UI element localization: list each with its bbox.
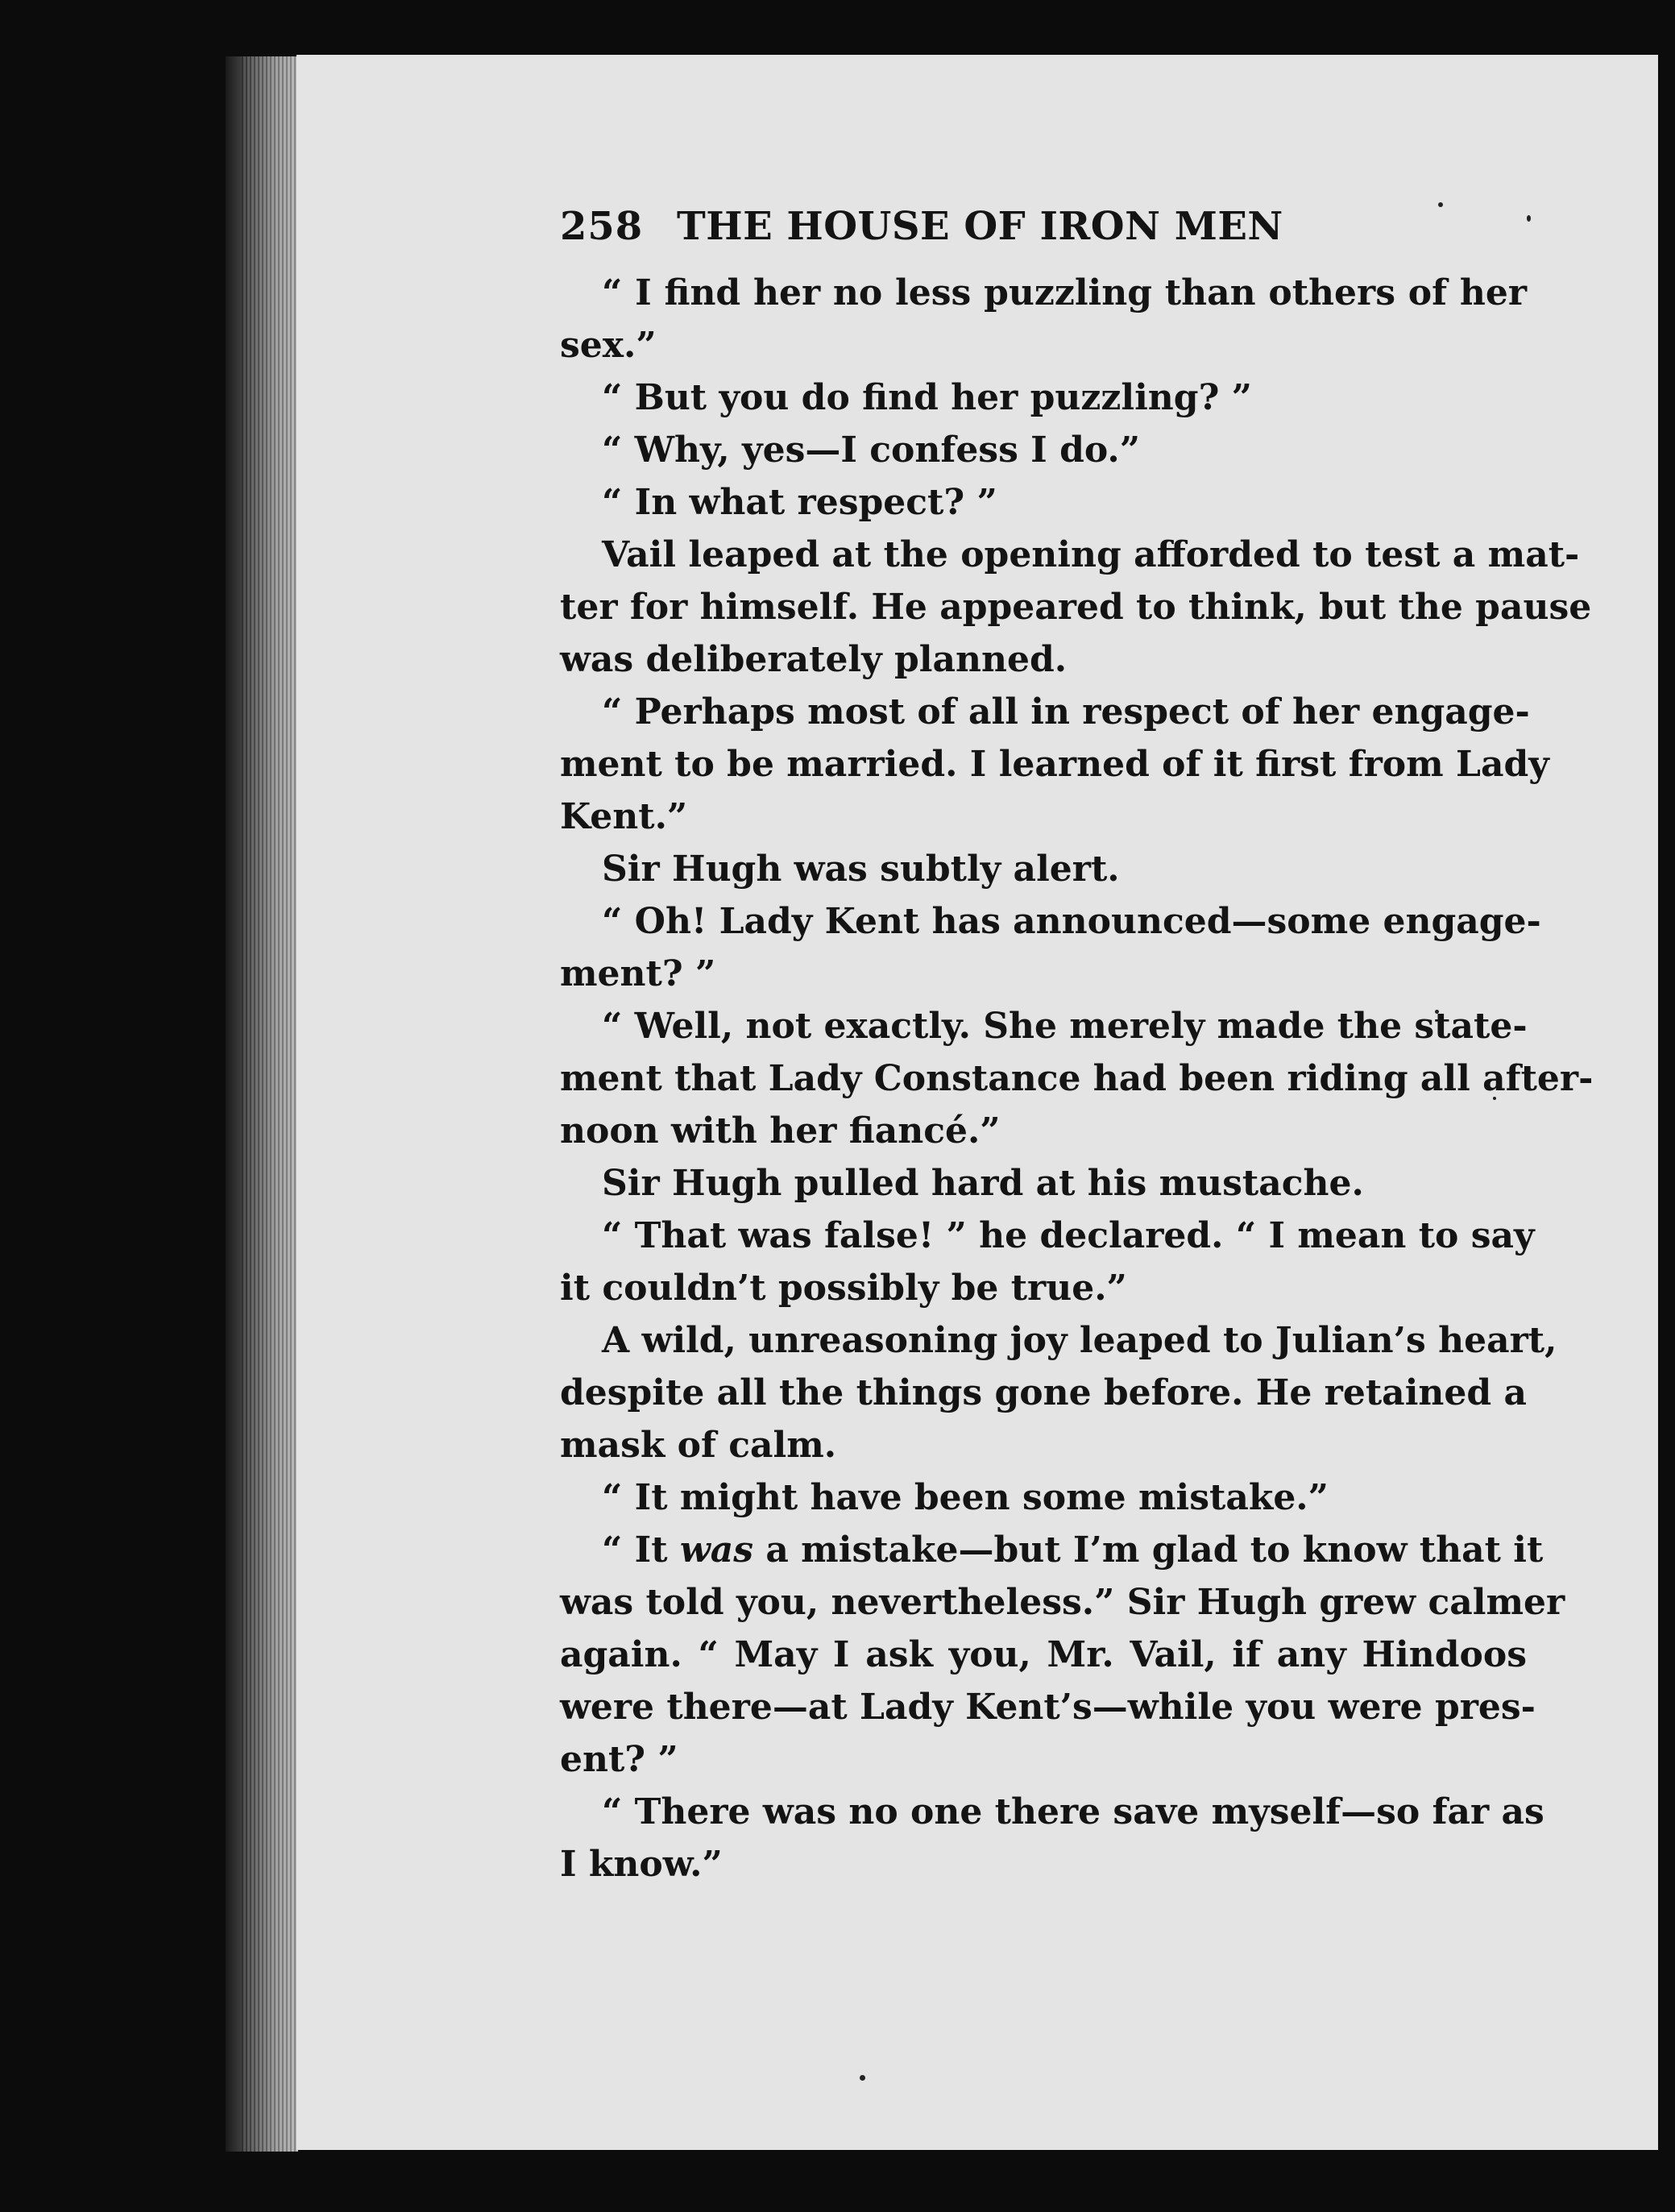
text-line (560, 1524, 1544, 1576)
text-line: “ I find her no less puzzling than others of her (602, 272, 1527, 313)
text-line: Kent.” (560, 796, 688, 837)
text-line: ent? ” (560, 1739, 678, 1780)
italic-emphasis: was (679, 1529, 754, 1571)
text-line: was told you, nevertheless.” Sir Hugh grew calmer (560, 1582, 1565, 1623)
running-title: THE HOUSE OF IRON MEN (677, 204, 1283, 249)
running-header (560, 204, 1527, 267)
text-line: Vail leaped at the opening afforded to test a mat- (602, 534, 1580, 575)
text-segment: “ It (602, 1529, 680, 1571)
page-number: 258 (560, 204, 644, 249)
text-segment: a mistake—but I’m glad to know that it (753, 1529, 1544, 1571)
text-line: I know.” (560, 1844, 723, 1885)
text-line: ment to be married. I learned of it first from Lady (560, 744, 1549, 785)
text-line: were there—at Lady Kent’s—while you were pres- (560, 1687, 1536, 1728)
text-line: “ That was false! ” he declared. “ I mean to say (602, 1215, 1535, 1256)
text-line: despite all the things gone before. He retained a (560, 1372, 1527, 1413)
book-page (296, 55, 1658, 2150)
text-line: noon with her fiancé.” (560, 1110, 1001, 1152)
text-line: again. “ May I ask you, Mr. Vail, if any Hindoos (560, 1634, 1527, 1675)
text-line: “ In what respect? ” (602, 482, 997, 523)
text-line: Sir Hugh pulled hard at his mustache. (602, 1163, 1364, 1204)
ink-speck (1527, 215, 1531, 222)
page-body (560, 204, 1594, 1890)
text-line: “ But you do find her puzzling? ” (602, 377, 1252, 418)
text-line: “ Oh! Lady Kent has announced—some engage- (602, 901, 1541, 942)
text-line: Sir Hugh was subtly alert. (602, 849, 1120, 890)
text-line: “ There was no one there save myself—so far as (602, 1791, 1544, 1832)
text-line: ter for himself. He appeared to think, but the pause (560, 587, 1592, 628)
text-line: “ Why, yes—I confess I do.” (602, 430, 1141, 471)
text-line: “ Well, not exactly. She merely made the state- (602, 1006, 1528, 1047)
text-line: A wild, unreasoning joy leaped to Julian’s heart, (602, 1320, 1557, 1361)
text-line: ment? ” (560, 953, 716, 994)
text-line: “ Perhaps most of all in respect of her engage- (602, 691, 1530, 732)
text-line: mask of calm. (560, 1425, 837, 1466)
ink-speck (860, 2075, 865, 2081)
text-line: was deliberately planned. (560, 639, 1068, 680)
text-line: it couldn’t possibly be true.” (560, 1268, 1127, 1309)
page-edges (242, 56, 298, 2152)
text-line: “ It might have been some mistake.” (602, 1477, 1329, 1518)
text-line: ment that Lady Constance had been riding all after- (560, 1058, 1594, 1099)
text-block (560, 267, 1594, 1890)
text-line: sex.” (560, 325, 657, 366)
